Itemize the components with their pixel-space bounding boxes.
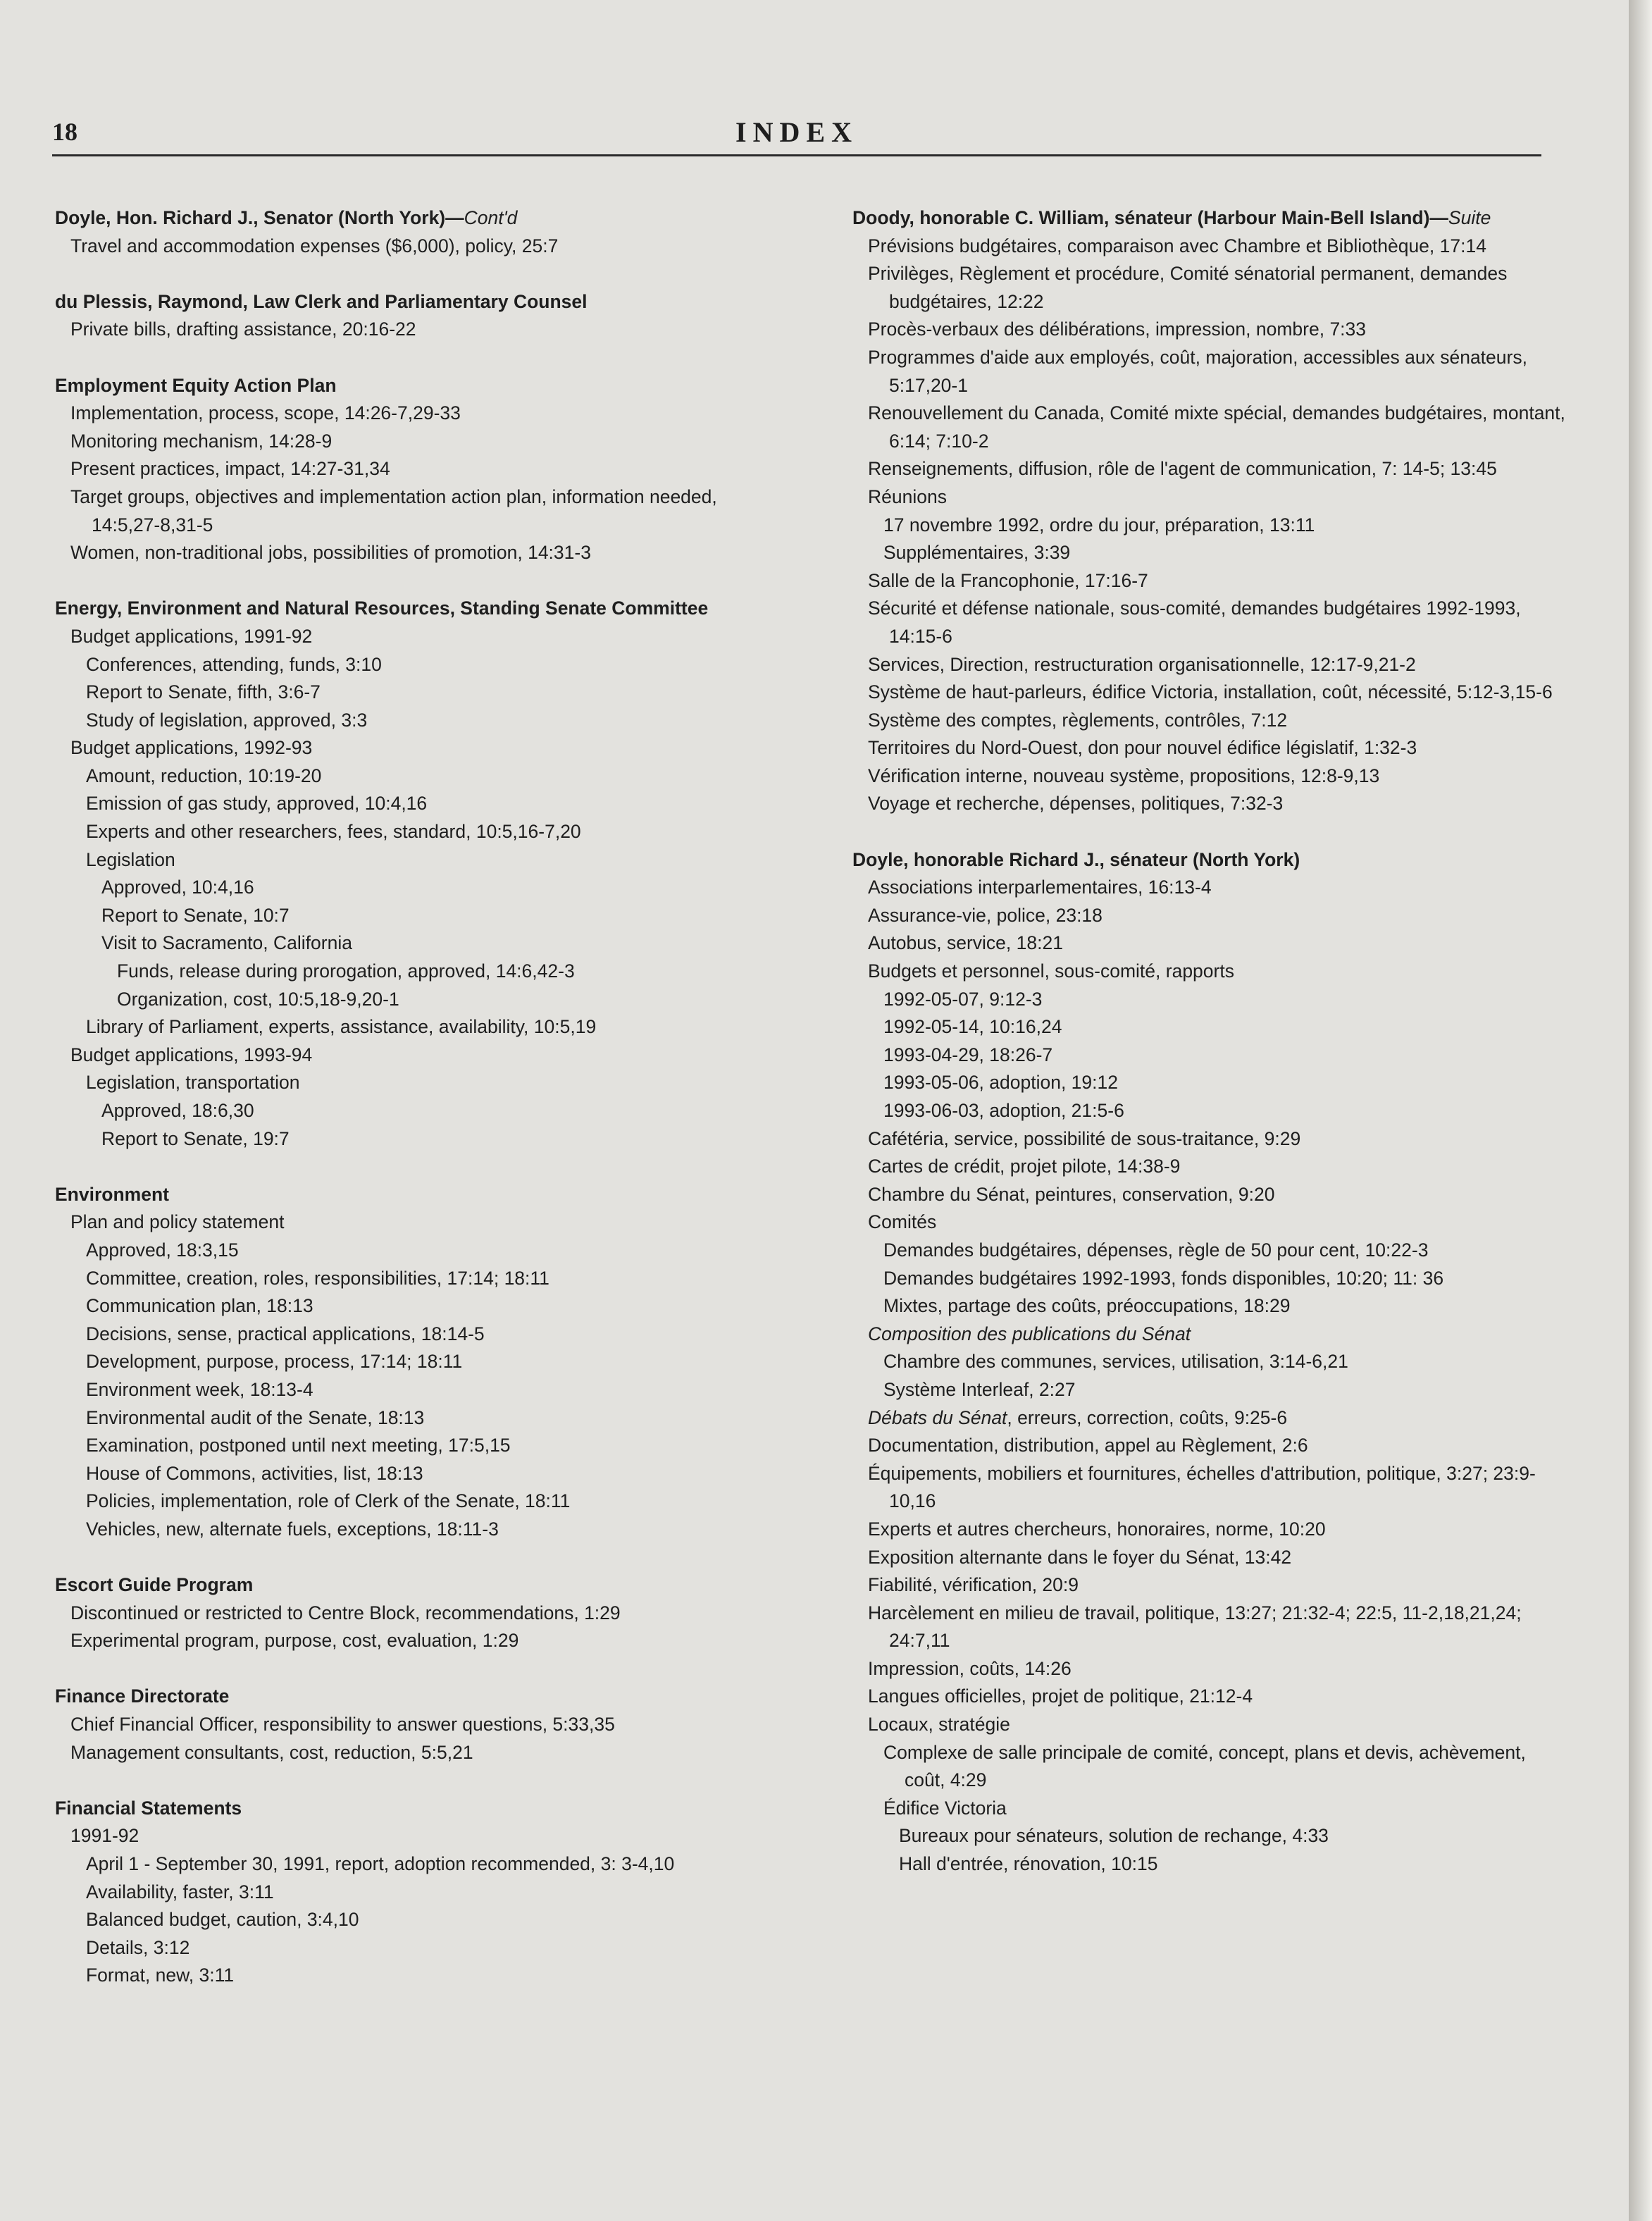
entry-heading: Environment bbox=[55, 1183, 169, 1205]
subentry-level-2: 1992-05-07, 9:12-3 bbox=[883, 988, 1043, 1010]
subentry-level-1: Private bills, drafting assistance, 20:16-22 bbox=[70, 318, 416, 340]
subentry-level-2: Report to Senate, fifth, 3:6-7 bbox=[86, 681, 321, 703]
subentry-level-3: Hall d'entrée, rénovation, 10:15 bbox=[899, 1853, 1158, 1875]
subentry-level-2: Supplémentaires, 3:39 bbox=[883, 542, 1071, 564]
entry-heading: du Plessis, Raymond, Law Clerk and Parliamentary Counsel bbox=[55, 290, 588, 312]
subentry-level-2: Legislation bbox=[86, 848, 175, 870]
subentry-level-2: Availability, faster, 3:11 bbox=[86, 1881, 274, 1903]
running-title: INDEX bbox=[735, 116, 858, 148]
subentry-level-1: Équipements, mobiliers et fournitures, échelles d'attribution, politique, 3:27; 23:9-10,16 bbox=[868, 1462, 1536, 1512]
index-entry bbox=[55, 288, 781, 344]
subentry-level-2: Decisions, sense, practical applications, 18:14-5 bbox=[86, 1323, 485, 1344]
subentry-level-2: Amount, reduction, 10:19-20 bbox=[86, 765, 322, 786]
subentry-level-1: Management consultants, cost, reduction, 5:5,21 bbox=[70, 1741, 473, 1763]
subentry-level-2: Édifice Victoria bbox=[883, 1797, 1007, 1819]
subentry-level-2: Demandes budgétaires 1992-1993, fonds disponibles, 10:20; 11: 36 bbox=[883, 1267, 1444, 1289]
index-entry bbox=[55, 1795, 781, 1990]
subentry-level-1: Budget applications, 1993-94 bbox=[70, 1044, 313, 1065]
page-edge bbox=[1629, 0, 1652, 2221]
subentry-level-2: Study of legislation, approved, 3:3 bbox=[86, 709, 368, 731]
subentry-level-2: Environmental audit of the Senate, 18:13 bbox=[86, 1406, 425, 1428]
entry-heading: Doody, honorable C. William, sénateur (Harbour Main-Bell Island)—Suite bbox=[852, 207, 1491, 228]
subentry-level-2: April 1 - September 30, 1991, report, adoption recommended, 3: 3-4,10 bbox=[86, 1853, 675, 1875]
subentry-level-2: Format, new, 3:11 bbox=[86, 1965, 235, 1986]
subentry-level-1: Impression, coûts, 14:26 bbox=[868, 1657, 1072, 1679]
index-entry bbox=[55, 595, 781, 1153]
subentry-level-1: Composition des publications du Sénat bbox=[868, 1323, 1191, 1344]
subentry-level-2: 1993-04-29, 18:26-7 bbox=[883, 1044, 1053, 1065]
subentry-level-2: Emission of gas study, approved, 10:4,16 bbox=[86, 793, 428, 815]
subentry-level-2: House of Commons, activities, list, 18:13 bbox=[86, 1462, 423, 1484]
subentry-level-1: Privilèges, Règlement et procédure, Comité sénatorial permanent, demandes budgétaires, 12:22 bbox=[868, 263, 1508, 312]
subentry-level-2: Committee, creation, roles, responsibilities, 17:14; 18:11 bbox=[86, 1267, 549, 1289]
subentry-level-1: Present practices, impact, 14:27-31,34 bbox=[70, 458, 390, 480]
index-entry bbox=[852, 846, 1571, 1879]
subentry-level-1: Experts et autres chercheurs, honoraires, norme, 10:20 bbox=[868, 1518, 1326, 1540]
subentry-level-1: Réunions bbox=[868, 485, 947, 507]
subentry-level-1: Documentation, distribution, appel au Règlement, 2:6 bbox=[868, 1435, 1308, 1456]
subentry-level-1: Procès-verbaux des délibérations, impression, nombre, 7:33 bbox=[868, 318, 1367, 340]
subentry-level-1: Implementation, process, scope, 14:26-7,29-33 bbox=[70, 402, 461, 424]
subentry-level-1: Budget applications, 1991-92 bbox=[70, 625, 313, 647]
subentry-level-1: Target groups, objectives and implementation action plan, information needed, 14:5,27-8,31-5 bbox=[70, 485, 717, 536]
subentry-level-2: 1993-06-03, adoption, 21:5-6 bbox=[883, 1100, 1124, 1121]
subentry-level-1: Chief Financial Officer, responsibility to answer questions, 5:33,35 bbox=[70, 1714, 615, 1736]
entry-heading: Doyle, Hon. Richard J., Senator (North York)—Cont'd bbox=[55, 207, 518, 228]
subentry-level-1: Exposition alternante dans le foyer du Sénat, 13:42 bbox=[868, 1546, 1292, 1568]
subentry-level-2: Balanced budget, caution, 3:4,10 bbox=[86, 1909, 359, 1931]
subentry-level-2: Communication plan, 18:13 bbox=[86, 1295, 313, 1317]
index-entry bbox=[55, 1683, 781, 1767]
heading-continuation: Cont'd bbox=[464, 207, 518, 228]
subentry-level-2: Complexe de salle principale de comité, concept, plans et devis, achèvement, coût, 4:29 bbox=[883, 1741, 1526, 1791]
subentry-level-1: Voyage et recherche, dépenses, politiques, 7:32-3 bbox=[868, 793, 1284, 815]
subentry-level-1: Comités bbox=[868, 1211, 937, 1233]
subentry-level-2: 1993-05-06, adoption, 19:12 bbox=[883, 1072, 1118, 1094]
subentry-level-1: Fiabilité, vérification, 20:9 bbox=[868, 1574, 1079, 1596]
subentry-level-2: Legislation, transportation bbox=[86, 1072, 300, 1094]
subentry-level-1: Programmes d'aide aux employés, coût, majoration, accessibles aux sénateurs, 5:17,20-1 bbox=[868, 346, 1527, 396]
subentry-level-1: Renseignements, diffusion, rôle de l'agent de communication, 7: 14-5; 13:45 bbox=[868, 458, 1497, 480]
index-entry bbox=[55, 372, 781, 567]
subentry-level-1: Women, non-traditional jobs, possibilities of promotion, 14:31-3 bbox=[70, 542, 591, 564]
heading-continuation: Suite bbox=[1448, 207, 1491, 228]
subentry-level-2: Approved, 18:3,15 bbox=[86, 1239, 239, 1261]
subentry-level-1: Renouvellement du Canada, Comité mixte spécial, demandes budgétaires, montant, 6:14; 7:10-2 bbox=[868, 402, 1565, 452]
left-column bbox=[55, 204, 781, 1990]
index-entry bbox=[55, 204, 781, 260]
subentry-level-2: Environment week, 18:13-4 bbox=[86, 1378, 313, 1400]
subentry-level-2: Details, 3:12 bbox=[86, 1936, 190, 1958]
entry-heading: Employment Equity Action Plan bbox=[55, 374, 337, 396]
index-entry bbox=[55, 1571, 781, 1655]
subentry-level-2: Policies, implementation, role of Clerk of the Senate, 18:11 bbox=[86, 1490, 571, 1512]
subentry-level-1: Salle de la Francophonie, 17:16-7 bbox=[868, 569, 1148, 591]
subentry-level-1: Prévisions budgétaires, comparaison avec Chambre et Bibliothèque, 17:14 bbox=[868, 235, 1486, 256]
subentry-level-1: Travel and accommodation expenses ($6,000), policy, 25:7 bbox=[70, 235, 559, 256]
subentry-level-2: Development, purpose, process, 17:14; 18:11 bbox=[86, 1351, 463, 1373]
subentry-level-1: Associations interparlementaires, 16:13-4 bbox=[868, 877, 1212, 898]
entry-heading: Escort Guide Program bbox=[55, 1574, 254, 1596]
subentry-level-2: Conferences, attending, funds, 3:10 bbox=[86, 653, 382, 675]
subentry-level-1: Discontinued or restricted to Centre Block, recommendations, 1:29 bbox=[70, 1602, 621, 1623]
subentry-level-1: Budget applications, 1992-93 bbox=[70, 737, 313, 759]
subentry-level-1: Cafétéria, service, possibilité de sous-traitance, 9:29 bbox=[868, 1127, 1301, 1149]
right-column bbox=[852, 204, 1571, 1879]
entry-heading: Doyle, honorable Richard J., sénateur (North York) bbox=[852, 848, 1300, 870]
subentry-level-1: Harcèlement en milieu de travail, politique, 13:27; 21:32-4; 22:5, 11-2,18,21,24; 24:7,11 bbox=[868, 1602, 1522, 1652]
subentry-level-2: Examination, postponed until next meeting, 17:5,15 bbox=[86, 1435, 511, 1456]
subentry-level-4: Organization, cost, 10:5,18-9,20-1 bbox=[117, 988, 399, 1010]
page-header bbox=[52, 113, 1541, 156]
subentry-level-2: Library of Parliament, experts, assistance, availability, 10:5,19 bbox=[86, 1016, 597, 1038]
entry-heading: Financial Statements bbox=[55, 1797, 242, 1819]
subentry-level-3: Visit to Sacramento, California bbox=[101, 932, 352, 954]
subentry-level-1: Vérification interne, nouveau système, propositions, 12:8-9,13 bbox=[868, 765, 1380, 786]
subentry-level-2: Demandes budgétaires, dépenses, règle de 50 pour cent, 10:22-3 bbox=[883, 1239, 1429, 1261]
entry-heading: Energy, Environment and Natural Resources, Standing Senate Committee bbox=[55, 598, 709, 619]
subentry-level-1: Experimental program, purpose, cost, evaluation, 1:29 bbox=[70, 1630, 519, 1652]
page-number: 18 bbox=[52, 118, 77, 146]
subentry-level-2: Chambre des communes, services, utilisation, 3:14-6,21 bbox=[883, 1351, 1348, 1373]
subentry-level-2: Mixtes, partage des coûts, préoccupations, 18:29 bbox=[883, 1295, 1291, 1317]
subentry-level-2: 17 novembre 1992, ordre du jour, préparation, 13:11 bbox=[883, 514, 1315, 536]
subentry-level-1: Autobus, service, 18:21 bbox=[868, 932, 1063, 954]
subentry-level-3: Bureaux pour sénateurs, solution de rechange, 4:33 bbox=[899, 1825, 1329, 1847]
subentry-level-2: Vehicles, new, alternate fuels, exceptions, 18:11-3 bbox=[86, 1518, 499, 1540]
subentry-level-1: Monitoring mechanism, 14:28-9 bbox=[70, 430, 333, 452]
subentry-level-1: Services, Direction, restructuration organisationnelle, 12:17-9,21-2 bbox=[868, 653, 1416, 675]
subentry-level-2: Experts and other researchers, fees, standard, 10:5,16-7,20 bbox=[86, 821, 581, 843]
subentry-level-4: Funds, release during prorogation, approved, 14:6,42-3 bbox=[117, 960, 575, 982]
subentry-level-3: Approved, 10:4,16 bbox=[101, 877, 254, 898]
subentry-level-1: Assurance-vie, police, 23:18 bbox=[868, 904, 1103, 926]
subentry-level-1: 1991-92 bbox=[70, 1825, 139, 1847]
subentry-level-1: Cartes de crédit, projet pilote, 14:38-9 bbox=[868, 1156, 1181, 1177]
subentry-level-1: Locaux, stratégie bbox=[868, 1714, 1010, 1736]
header-rule bbox=[52, 154, 1541, 156]
subentry-level-1: Budgets et personnel, sous-comité, rapports bbox=[868, 960, 1234, 982]
subentry-level-3: Approved, 18:6,30 bbox=[101, 1100, 254, 1121]
subentry-level-3: Report to Senate, 19:7 bbox=[101, 1127, 290, 1149]
subentry-level-3: Report to Senate, 10:7 bbox=[101, 904, 290, 926]
index-entry bbox=[55, 1181, 781, 1544]
subentry-level-1: Sécurité et défense nationale, sous-comité, demandes budgétaires 1992-1993, 14:15-6 bbox=[868, 598, 1521, 647]
subentry-level-1: Chambre du Sénat, peintures, conservation, 9:20 bbox=[868, 1183, 1275, 1205]
subentry-level-1: Langues officielles, projet de politique, 21:12-4 bbox=[868, 1685, 1253, 1707]
subentry-level-1: Débats du Sénat, erreurs, correction, coûts, 9:25-6 bbox=[868, 1406, 1288, 1428]
index-entry bbox=[852, 204, 1571, 818]
subentry-level-2: 1992-05-14, 10:16,24 bbox=[883, 1016, 1062, 1038]
subentry-level-1: Territoires du Nord-Ouest, don pour nouvel édifice législatif, 1:32-3 bbox=[868, 737, 1417, 759]
subentry-level-1: Plan and policy statement bbox=[70, 1211, 285, 1233]
subentry-level-1: Système des comptes, règlements, contrôles, 7:12 bbox=[868, 709, 1288, 731]
entry-heading: Finance Directorate bbox=[55, 1685, 230, 1707]
subentry-level-2: Système Interleaf, 2:27 bbox=[883, 1378, 1076, 1400]
subentry-level-1: Système de haut-parleurs, édifice Victoria, installation, coût, nécessité, 5:12-3,15-6 bbox=[868, 681, 1553, 703]
